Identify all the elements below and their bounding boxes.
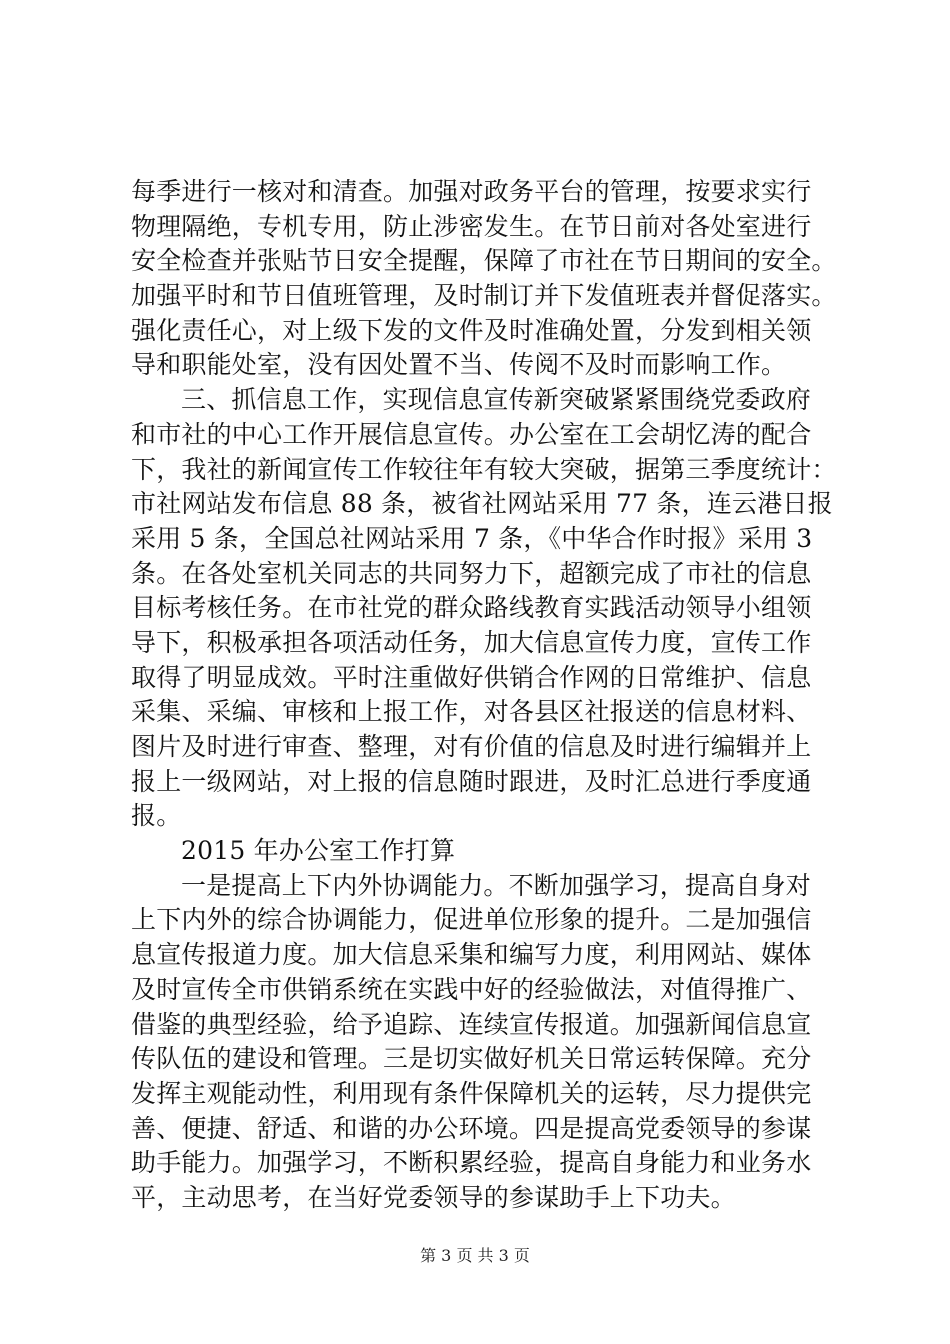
body-line: 每季进行一核对和清查。加强对政务平台的管理，按要求实行 (131, 177, 812, 206)
body-line: 助手能力。加强学习，不断积累经验，提高自身能力和业务水 (131, 1148, 812, 1178)
body-line: 报。 (131, 801, 182, 831)
body-line: 传队伍的建设和管理。三是切实做好机关日常运转保障。充分 (131, 1044, 812, 1074)
body-line: 上下内外的综合协调能力，促进单位形象的提升。二是加强信 (131, 905, 812, 935)
body-line: 加强平时和节日值班管理，及时制订并下发值班表并督促落实。 (131, 281, 837, 311)
body-line: 和市社的中心工作开展信息宣传。办公室在工会胡忆涛的配合 (131, 419, 812, 449)
body-line: 导下，积极承担各项活动任务，加大信息宣传力度，宣传工作 (131, 627, 812, 657)
body-line: 取得了明显成效。平时注重做好供销合作网的日常维护、信息 (131, 662, 812, 692)
body-line: 安全检查并张贴节日安全提醒，保障了市社在节日期间的安全。 (131, 246, 837, 276)
body-line: 条。在各处室机关同志的共同努力下，超额完成了市社的信息 (131, 558, 812, 588)
page-number-footer: 第 3 页 共 3 页 (420, 1246, 530, 1265)
plan-paragraph-first-line: 一是提高上下内外协调能力。不断加强学习，提高自身对 (181, 870, 812, 900)
body-line: 强化责任心，对上级下发的文件及时准确处置，分发到相关领 (131, 315, 812, 345)
body-line: 报上一级网站，对上报的信息随时跟进，及时汇总进行季度通 (131, 766, 812, 796)
body-line: 借鉴的典型经验，给予追踪、连续宣传报道。加强新闻信息宣 (131, 1009, 812, 1039)
body-line: 导和职能处室，没有因处置不当、传阅不及时而影响工作。 (131, 350, 787, 380)
body-line: 息宣传报道力度。加大信息采集和编写力度，利用网站、媒体 (131, 940, 812, 970)
body-line: 目标考核任务。在市社党的群众路线教育实践活动领导小组领 (131, 593, 812, 623)
document-body (131, 175, 837, 1216)
body-line: 发挥主观能动性，利用现有条件保障机关的运转，尽力提供完 (131, 1078, 812, 1108)
body-line: 采集、采编、审核和上报工作，对各县区社报送的信息材料、 (131, 697, 812, 727)
body-line: 市社网站发布信息 88 条，被省社网站采用 77 条，连云港日报 (131, 489, 833, 519)
plan-heading: 2015 年办公室工作打算 (181, 836, 456, 866)
section-three-heading-line: 三、抓信息工作，实现信息宣传新突破紧紧围绕党委政府 (181, 385, 812, 415)
body-line: 物理隔绝，专机专用，防止涉密发生。在节日前对各处室进行 (131, 211, 812, 241)
body-line: 下，我社的新闻宣传工作较往年有较大突破，据第三季度统计： (131, 454, 837, 484)
body-line: 善、便捷、舒适、和谐的办公环境。四是提高党委领导的参谋 (131, 1113, 812, 1143)
body-line: 采用 5 条，全国总社网站采用 7 条，《中华合作时报》采用 3 (131, 523, 813, 553)
body-line: 平，主动思考，在当好党委领导的参谋助手上下功夫。 (131, 1182, 736, 1212)
body-line: 图片及时进行审查、整理，对有价值的信息及时进行编辑并上 (131, 732, 812, 761)
body-line: 及时宣传全市供销系统在实践中好的经验做法，对值得推广、 (131, 974, 812, 1004)
